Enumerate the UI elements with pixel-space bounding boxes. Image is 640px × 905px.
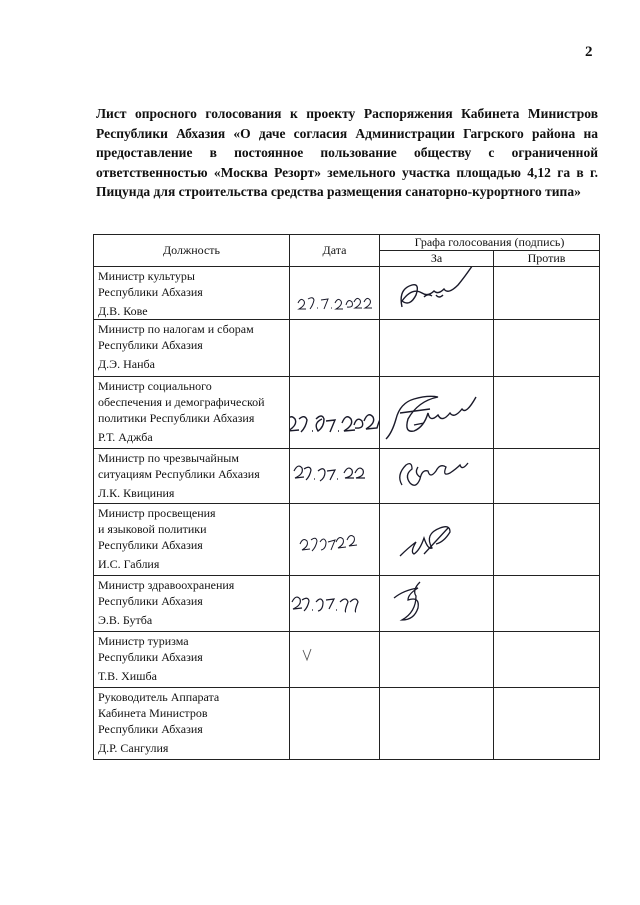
position-line: Министр культуры	[98, 269, 195, 283]
date-cell	[290, 504, 380, 576]
for-signature-cell	[380, 320, 494, 377]
minister-name: Д.В. Кове	[98, 303, 148, 318]
table-row	[94, 688, 600, 760]
for-signature-cell	[380, 504, 494, 576]
against-cell	[494, 267, 600, 320]
position-line: Кабинета Министров	[98, 706, 208, 721]
position-line: Республики Абхазия	[98, 721, 203, 736]
handwritten-signature	[380, 576, 494, 632]
for-signature-cell	[380, 576, 494, 632]
for-signature-cell	[380, 377, 494, 449]
date-cell	[290, 632, 380, 688]
handwritten-signature	[380, 377, 520, 449]
position-line: Республики Абхазия	[98, 338, 203, 353]
position-line: Республики Абхазия	[98, 537, 203, 552]
position-cell	[94, 377, 290, 449]
minister-name: Т.В. Хишба	[98, 668, 157, 683]
position-cell	[94, 320, 290, 377]
date-cell	[290, 576, 380, 632]
table-row	[94, 267, 600, 320]
table-row	[94, 504, 600, 576]
table-row	[94, 449, 600, 504]
against-cell	[494, 449, 600, 504]
table-row	[94, 576, 600, 632]
handwritten-date	[290, 504, 380, 576]
position-line: Республики Абхазия	[98, 650, 203, 665]
against-cell	[494, 688, 600, 760]
minister-name: Д.Э. Нанба	[98, 356, 155, 371]
date-cell	[290, 688, 380, 760]
position-cell	[94, 267, 290, 320]
handwritten-date	[290, 267, 380, 320]
against-cell	[494, 632, 600, 688]
position-cell	[94, 632, 290, 688]
position-cell	[94, 504, 290, 576]
handwritten-signature	[380, 449, 494, 504]
header-for: За	[380, 251, 494, 267]
minister-name: И.С. Габлия	[98, 556, 160, 571]
for-signature-cell	[380, 267, 494, 320]
table-row	[94, 632, 600, 688]
position-cell	[94, 688, 290, 760]
header-position: Должность	[94, 235, 290, 267]
against-cell	[494, 504, 600, 576]
position-line: Министр социального	[98, 379, 212, 394]
position-line: и языковой политики	[98, 522, 207, 537]
position-line: Министр по чрезвычайным	[98, 451, 239, 466]
position-line: Министр просвещения	[98, 506, 216, 521]
date-cell	[290, 267, 380, 320]
date-cell	[290, 377, 380, 449]
minister-name: Р.Т. Аджба	[98, 429, 153, 444]
position-line: Министр здравоохранения	[98, 578, 235, 593]
handwritten-date	[290, 377, 380, 449]
position-line: обеспечения и демографической	[98, 395, 265, 410]
position-cell	[94, 576, 290, 632]
position-cell	[94, 449, 290, 504]
handwritten-date	[290, 576, 380, 632]
header-voting: Графа голосования (подпись)	[380, 235, 600, 251]
position-line: Министр туризма	[98, 634, 189, 649]
position-line: ситуациям Республики Абхазия	[98, 467, 260, 482]
for-signature-cell	[380, 688, 494, 760]
date-cell	[290, 449, 380, 504]
header-against: Против	[494, 251, 600, 267]
position-line: Республики Абхазия	[98, 594, 203, 609]
minister-name: Э.В. Бутба	[98, 612, 153, 627]
minister-name: Л.К. Квициния	[98, 485, 175, 500]
against-cell	[494, 320, 600, 377]
handwritten-date	[290, 449, 380, 504]
page-number: 2	[585, 44, 593, 60]
position-line: политики Республики Абхазия	[98, 410, 255, 425]
handwritten-signature	[380, 504, 494, 576]
voting-table	[93, 234, 600, 760]
position-line: Республики Абхазия	[98, 284, 203, 299]
for-signature-cell	[380, 632, 494, 688]
document-title: Лист опросного голосования к проекту Распоряжения Кабинета Министров Республики Абхазия «О даче согласия Администрации Гагрского района на предоставление в постоянное пользование обществу с ограниченной ответственностью «Москва Резорт» земельного участка площадью 4,12 га в г. Пицунда для строительства средства размещения санаторно-курортного типа»	[96, 106, 598, 200]
header-date: Дата	[290, 235, 380, 267]
position-line: Руководитель Аппарата	[98, 690, 220, 705]
table-row	[94, 377, 600, 449]
date-cell	[290, 320, 380, 377]
against-cell	[494, 576, 600, 632]
minister-name: Д.Р. Сангулия	[98, 740, 169, 755]
handwritten-signature	[380, 267, 494, 320]
table-row	[94, 320, 600, 377]
check-mark-icon	[290, 632, 380, 688]
position-line: Министр по налогам и сборам	[98, 322, 254, 337]
for-signature-cell	[380, 449, 494, 504]
